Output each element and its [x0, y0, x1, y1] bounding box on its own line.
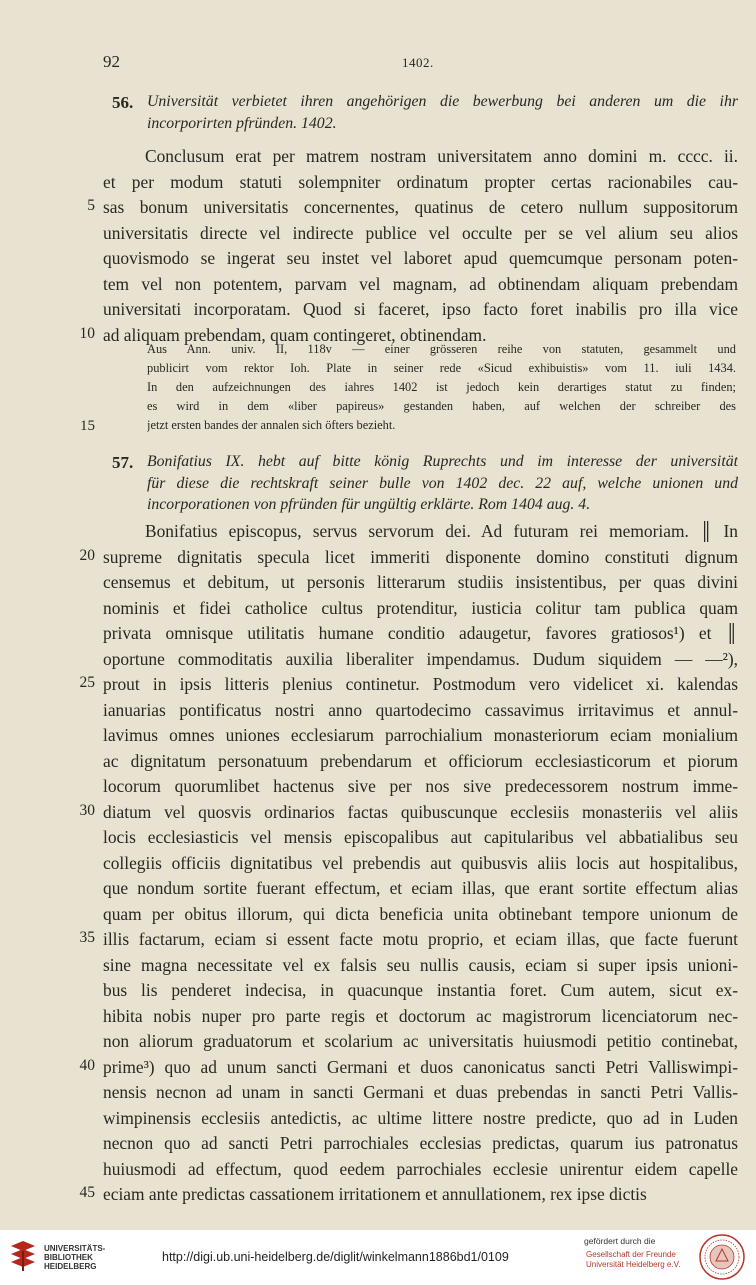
article-56-title: [0, 93, 756, 136]
line-text: bus lis penderet indecisa, in quacunque instantia foret. Cum autem, sicut ex-: [103, 980, 738, 1000]
line-text: privata omnisque utilitatis humane conditio adaugetur, favores gratiosos¹) et ║: [103, 623, 738, 643]
line-text: Bonifatius episcopus, servus servorum dei. Ad futuram rei memoriam. ║ In: [145, 521, 738, 541]
line-number: 5: [87, 197, 95, 214]
university-seal-icon: [698, 1233, 746, 1281]
line-number: 35: [79, 929, 95, 946]
line-text: Conclusum erat per matrem nostram universitatem anno domini m. cccc. ii.: [145, 146, 738, 166]
text-line: [0, 700, 756, 726]
text-line: [0, 1133, 756, 1159]
line-text: quam per obitus illorum, qui dicta beneficia unita obtinebant tempore unionum de: [103, 903, 738, 924]
text-line: [0, 521, 756, 547]
text-line: [0, 649, 756, 675]
title-line: Bonifatius IX. hebt auf bitte könig Ruprechts und im interesse der universität: [147, 453, 738, 470]
text-line: [0, 274, 756, 300]
text-line: [0, 1159, 756, 1185]
text-line: [0, 623, 756, 649]
note-line: [0, 399, 756, 418]
article-56-body: [0, 146, 756, 350]
line-text: oportune commoditatis auxilia liberaliter impendamus. Dudum siquidem — —²),: [103, 648, 738, 669]
text-line: [0, 223, 756, 249]
line-text: censemus et debitum, ut personis litterarum studiis insistentibus, per quas divini: [103, 572, 738, 592]
text-line: [0, 929, 756, 955]
title-line: für diese die rechtskraft seiner bulle von 1402 dec. 22 auf, welche unionen und: [147, 474, 738, 492]
line-text: lavimus omnes uniones ecclesiarum parrochialium monasteriorum eciam monialium: [103, 725, 738, 745]
text-line: [0, 980, 756, 1006]
line-text: universitati incorporatam. Quod si faceret, ipso facto foret inabilis pro illa vice: [103, 299, 738, 319]
line-text: universitatis directe vel indirecte publice vel occulte per se vel alium seu alios: [103, 222, 738, 243]
article-57-body: [0, 521, 756, 1210]
line-text: non aliorum graduatorum et scolarium ac universitatis huiusmodi petitio continebat,: [103, 1031, 738, 1051]
title-line: Universität verbietet ihren angehörigen die bewerbung bei anderen um die ihr: [147, 93, 738, 110]
line-number: 15: [80, 418, 95, 434]
note-line: [0, 380, 756, 399]
line-text: hibita nobis nuper pro parte regis et doctorum ac magistrorum licenciatorum nec-: [103, 1005, 738, 1026]
line-text: necnon quo ad sancti Petri parrochiales ecclesias predictas, quarum ius patronatus: [103, 1133, 738, 1153]
page-header: [0, 52, 756, 76]
text-line: [0, 751, 756, 777]
text-line: [0, 1108, 756, 1134]
text-line: [0, 172, 756, 198]
text-line: [0, 776, 756, 802]
funded-by-label: gefördert durch die: [584, 1236, 656, 1246]
line-text: que nondum sortite fuerant effectum, et eciam illas, que erant sortite effectum alias: [103, 878, 738, 898]
article-57-title: [0, 453, 756, 518]
article-number: 56.: [112, 93, 134, 112]
text-line: [0, 802, 756, 828]
line-text: es wird in dem «liber papireus» gestanden haben, auf welchen der schreiber des: [147, 399, 736, 413]
line-text: wimpinensis ecclesiis antedictis, ac ultime littere nostre predicte, quo ad in Luden: [103, 1107, 738, 1128]
line-text: et per modum statuti solempniter ordinatum propter certas racionabiles cau-: [103, 171, 738, 192]
line-text: jetzt ersten bandes der annalen sich öfters bezieht.: [147, 418, 396, 432]
line-text: locorum quorumlibet hactenus sive per nos sive predecessorem nostrum imme-: [103, 776, 738, 796]
line-number: 45: [79, 1184, 95, 1201]
line-text: In den aufzeichnungen des iahres 1402 ist jedoch kein derartiges statut zu finden;: [147, 380, 736, 394]
line-text: Aus Ann. univ. II, 118v — einer grösseren reihe von statuten, gesammelt und: [147, 342, 736, 356]
line-text: publicirt vom rektor Ioh. Plate in seiner rede «Sicud exhibuistis» vom 11. iuli 1434.: [147, 361, 736, 375]
line-number: 20: [79, 546, 95, 564]
text-line: [0, 547, 756, 573]
line-text: prout in ipsis litteris plenius continetur. Postmodum vero videlicet xi. kalendas: [103, 674, 738, 694]
line-text: ad aliquam prebendam, quam contingeret, obtinendam.: [103, 324, 487, 345]
text-line: [0, 598, 756, 624]
society-name: Gesellschaft der Freunde Universität Heidelberg e.V.: [586, 1250, 681, 1269]
text-line: [0, 725, 756, 751]
line-text: tem vel non potentem, parvam vel magnam, ad obtinendam aliquam prebendam: [103, 273, 738, 294]
text-line: [0, 299, 756, 325]
text-line: [0, 1184, 756, 1210]
line-text: collegiis officiis dignitatibus vel prebendis aut quibusvis aliis locis aut hospitalibus,: [103, 852, 738, 873]
line-number: 25: [79, 674, 95, 691]
note-line: [0, 418, 756, 437]
line-text: sas bonum universitatis concernentes, quatinus de cetero nullum suppositorum: [103, 197, 738, 217]
line-text: eciam ante predictas cassationem irritationem et annullationem, rex ipse dictis: [103, 1184, 647, 1204]
text-line: [0, 827, 756, 853]
text-line: [0, 146, 756, 172]
text-line: [0, 1057, 756, 1083]
text-line: [0, 1082, 756, 1108]
university-library-logo-icon: [8, 1238, 38, 1274]
line-number: 40: [79, 1056, 95, 1074]
note-line: [0, 361, 756, 380]
line-text: nensis necnon ad unam in sancti Germani et duas prebendas in sancti Petri Vallis-: [103, 1082, 738, 1102]
text-line: [0, 572, 756, 598]
permalink-url[interactable]: http://digi.ub.uni-heidelberg.de/diglit/winkelmann1886bd1/0109: [162, 1250, 509, 1264]
line-text: prime³) quo ad unum sancti Germani et duos canonicatus sancti Petri Valliswimpi-: [103, 1056, 738, 1077]
library-name: UNIVERSITÄTS- BIBLIOTHEK HEIDELBERG: [44, 1244, 106, 1271]
line-text: ianuarias pontificatus nostri anno quartodecimo cassavimus irritavimus et annul-: [103, 699, 738, 720]
text-line: [0, 878, 756, 904]
page-number: 92: [103, 52, 120, 71]
note-line: [0, 342, 756, 361]
line-text: supreme dignitatis specula licet immeriti disponente domino constituti dignum: [103, 546, 738, 567]
text-line: [0, 1031, 756, 1057]
line-number: 10: [79, 324, 95, 342]
text-line: [0, 197, 756, 223]
line-text: quovismodo se ingerat seu instet vel laboret apud quemcumque personam poten-: [103, 248, 738, 268]
article-number: 57.: [112, 453, 134, 472]
text-line: [0, 955, 756, 981]
text-line: [0, 904, 756, 930]
line-text: huiusmodi ad effectum, quod eedem parrochiales ecclesie unirentur eidem capelle: [103, 1158, 738, 1179]
title-line: incorporationen von pfründen für ungültig erklärte. Rom 1404 aug. 4.: [147, 496, 591, 513]
line-text: illis factarum, eciam si essent facte motu proprio, et eciam illas, que facte fuerunt: [103, 929, 738, 949]
line-number: 30: [79, 801, 95, 819]
line-text: locis ecclesiasticis vel mensis episcopalibus aut capitularibus vel abbatialibus seu: [103, 827, 738, 847]
text-line: [0, 1006, 756, 1032]
footer-bar: [0, 1230, 756, 1285]
text-line: [0, 853, 756, 879]
line-text: nominis et fidei catholice cultus protenditur, iusticia colitur tam publica quam: [103, 597, 738, 618]
line-text: ac dignitatum personatuum prebendarum et officiorum ecclesiasticorum et piorum: [103, 750, 738, 771]
title-line: incorporirten pfründen. 1402.: [147, 114, 337, 132]
article-56-note: [0, 342, 756, 437]
line-text: sine magna necessitate vel ex falsis seu nullis causis, eciam si super ipsis unioni-: [103, 954, 738, 975]
running-head: 1402.: [402, 55, 434, 70]
text-line: [0, 674, 756, 700]
text-line: [0, 248, 756, 274]
line-text: diatum vel quosvis ordinarios factas quibuscunque ecclesiis monasteriis vel aliis: [103, 801, 738, 822]
